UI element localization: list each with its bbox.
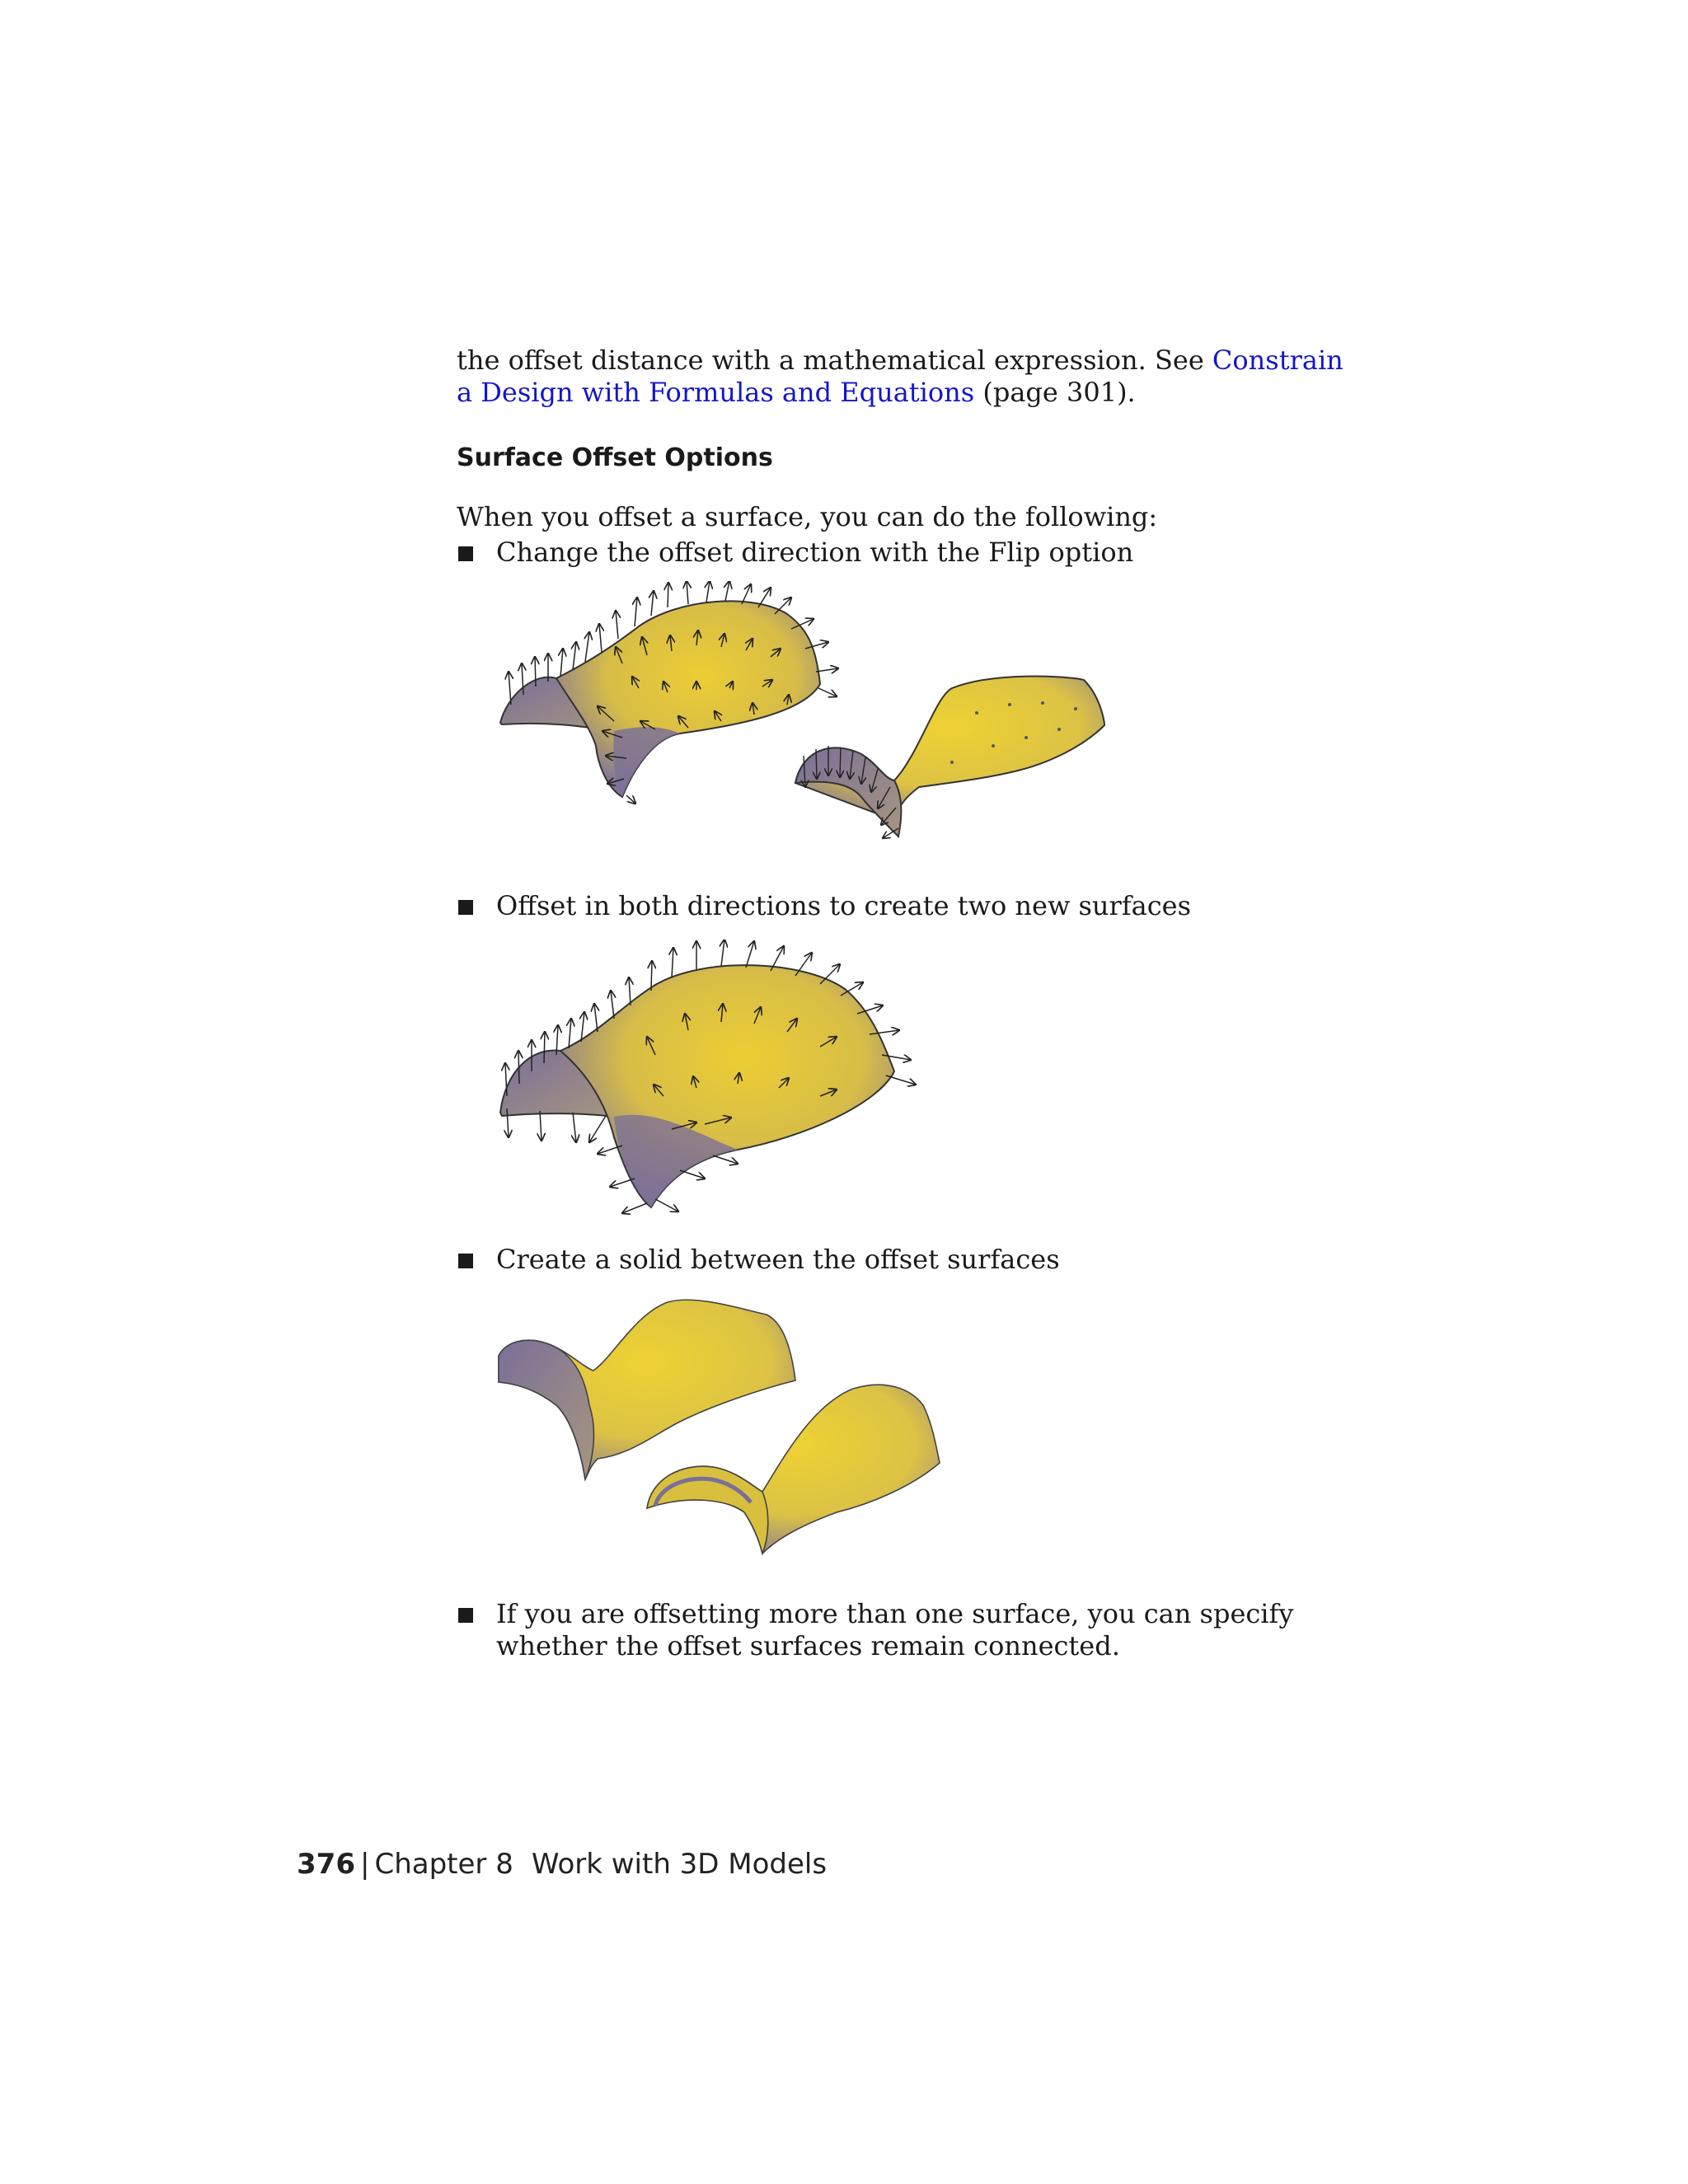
bullet-square-icon bbox=[458, 1608, 473, 1623]
solid-between-figure bbox=[490, 1290, 952, 1574]
bullet-square-icon bbox=[458, 546, 473, 561]
page-number: 376 bbox=[297, 1848, 355, 1881]
chapter-number: Chapter 8 bbox=[374, 1848, 513, 1881]
lead-sentence: When you offset a surface, you can do the following: bbox=[457, 501, 1158, 532]
surface-shadow bbox=[613, 727, 680, 797]
bullet-text: If you are offsetting more than one surface, you can specify whether the offset surfaces remain connected. bbox=[496, 1598, 1294, 1661]
section-heading: Surface Offset Options bbox=[457, 443, 773, 472]
bullet-square-icon bbox=[458, 900, 473, 915]
chapter-title: Work with 3D Models bbox=[531, 1848, 828, 1881]
bullet-text: Create a solid between the offset surfaces bbox=[496, 1244, 1060, 1275]
surface-lip bbox=[499, 1340, 593, 1479]
offset-surface-flipped bbox=[556, 601, 820, 797]
intro-text-after: (page 301). bbox=[974, 377, 1136, 408]
intro-paragraph bbox=[457, 344, 1347, 409]
offset-surface bbox=[560, 965, 894, 1207]
page-footer bbox=[297, 1846, 827, 1882]
both-directions-figure bbox=[490, 940, 952, 1220]
flip-option-figure bbox=[490, 581, 1117, 865]
constrain-design-link[interactable]: Constrain a Design with Formulas and Equations bbox=[457, 344, 1343, 408]
bullet-text: Change the offset direction with the Flip option bbox=[496, 537, 1134, 568]
bullet-text: Offset in both directions to create two new surfaces bbox=[496, 890, 1192, 921]
intro-text-before: the offset distance with a mathematical expression. See bbox=[457, 344, 1212, 376]
bullet-square-icon bbox=[458, 1254, 473, 1268]
footer-separator: | bbox=[359, 1848, 370, 1881]
